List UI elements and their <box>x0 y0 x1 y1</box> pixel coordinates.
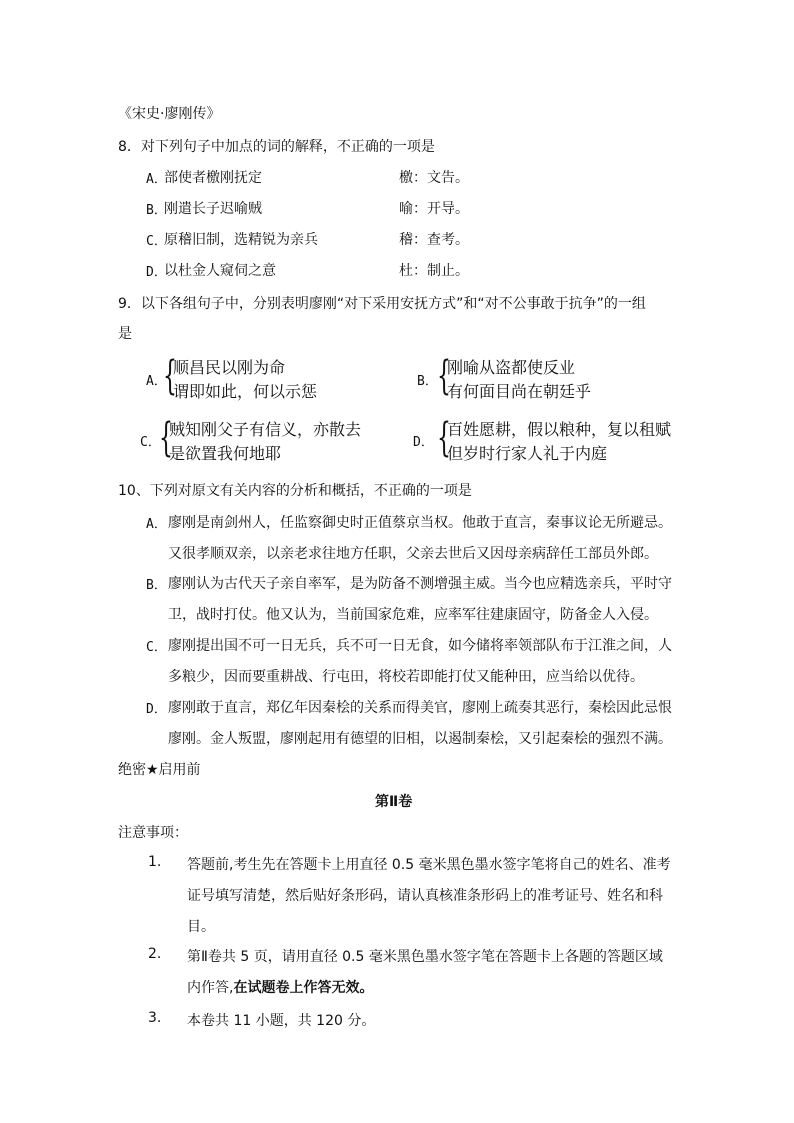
option-line2: 是欲置我何地耶 <box>169 444 282 463</box>
option-label: C． <box>140 435 161 450</box>
notes-title: 注意事项： <box>118 825 188 841</box>
option-label: D． <box>413 435 434 450</box>
note-line2-plain: 内作答, <box>187 980 234 996</box>
option-line1: 廖刚提出国不可一日无兵，兵不可一日无食，如今储将率领部队布于江淮之间，人 <box>168 638 672 654</box>
option-line1: 刚喻从盗都使反业 <box>447 358 576 377</box>
option-gloss: 喻：开导。 <box>399 201 469 217</box>
option-label: C． <box>146 234 167 249</box>
q9-stem-line1: 9．以下各组句子中，分别表明廖刚“对下采用安抚方式”和“对不公事敢于抗争”的一组 <box>118 296 646 312</box>
option-label: D． <box>146 702 167 717</box>
option-line1: 百姓愿耕，假以粮种，复以租赋 <box>447 420 672 439</box>
note-line1: 本卷共 11 小题，共 120 分。 <box>187 1013 376 1029</box>
option-line2: 廖刚。金人叛盟，廖刚起用有德望的旧相，以遏制秦桧，又引起秦桧的强烈不满。 <box>168 731 672 747</box>
option-text: 以杜金人窥伺之意 <box>164 263 276 279</box>
option-text: 原稽旧制，选精锐为亲兵 <box>164 232 318 248</box>
note-line2: 证号填写清楚，然后贴好条形码，请认真核准条形码上的准考证号、姓名和科 <box>187 888 663 904</box>
brace-icon: { <box>437 415 451 461</box>
brace-icon: { <box>437 353 451 399</box>
note-number: 1. <box>148 854 162 870</box>
option-line2: 但岁时行家人礼于内庭 <box>447 444 608 463</box>
option-line2: 谓即如此，何以示惩 <box>173 382 318 401</box>
option-label: B． <box>417 374 438 389</box>
q10-stem: 10、下列对原文有关内容的分析和概括，不正确的一项是 <box>118 483 472 499</box>
option-label: B． <box>146 578 167 593</box>
option-line1: 廖刚认为古代天子亲自率军，是为防备不测增强主威。当今也应精选亲兵，平时守 <box>168 576 672 592</box>
option-text: 刚遣长子迟喻贼 <box>164 201 262 217</box>
note-line1: 答题前,考生先在答题卡上用直径 0.5 毫米黑色墨水签字笔将自己的姓名、准考 <box>187 857 671 873</box>
note-line3: 目。 <box>187 919 215 935</box>
option-label: B． <box>146 203 167 218</box>
secret-mark: 绝密★启用前 <box>118 762 201 778</box>
option-line1: 贼知刚父子有信义，亦散去 <box>169 420 362 439</box>
q9-stem-line2: 是 <box>118 326 132 342</box>
option-label: A． <box>146 172 167 187</box>
option-line2: 有何面目尚在朝廷乎 <box>447 382 592 401</box>
note-number: 2. <box>148 946 162 962</box>
note-line1: 第Ⅱ卷共 5 页，请用直径 0.5 毫米黑色墨水签字笔在答题卡上各题的答题区域 <box>187 949 663 965</box>
option-gloss: 檄：文告。 <box>399 170 469 186</box>
source-citation: 《宋史·廖刚传》 <box>118 106 221 122</box>
brace-icon: { <box>159 415 173 461</box>
option-line1: 廖刚是南剑州人，任监察御史时正值蔡京当权。他敢于直言，秦事议论无所避忌。 <box>168 515 672 531</box>
option-line1: 顺昌民以刚为命 <box>173 358 286 377</box>
option-label: A． <box>146 374 167 389</box>
section-title: 第Ⅱ卷 <box>375 794 413 810</box>
note-number: 3. <box>148 1010 162 1026</box>
option-label: C． <box>146 640 167 655</box>
note-line2-emphasis: 在试题卷上作答无效。 <box>233 980 374 996</box>
option-text: 部使者檄刚抚定 <box>164 170 262 186</box>
brace-icon: { <box>163 353 177 399</box>
option-gloss: 稽：查考。 <box>399 232 469 248</box>
option-label: A． <box>146 517 167 532</box>
option-label: D． <box>146 265 167 280</box>
option-line2: 卫，战时打仗。他又认为，当前国家危难，应率军往建康固守，防备金人入侵。 <box>168 607 658 623</box>
note-line2 <box>187 977 373 997</box>
option-gloss: 杜：制止。 <box>399 263 469 279</box>
q8-stem: 8．对下列句子中加点的词的解释，不正确的一项是 <box>118 139 435 155</box>
option-line1: 廖刚敢于直言，郑亿年因秦桧的关系而得美官，廖刚上疏奏其恶行，秦桧因此忌恨 <box>168 700 672 716</box>
option-line2: 多粮少，因而要重耕战、行屯田，将校若即能打仗又能种田，应当给以优待。 <box>168 669 644 685</box>
option-line2: 又很孝顺双亲，以亲老求往地方任职，父亲去世后又因母亲病辞任工部员外郎。 <box>168 546 658 562</box>
